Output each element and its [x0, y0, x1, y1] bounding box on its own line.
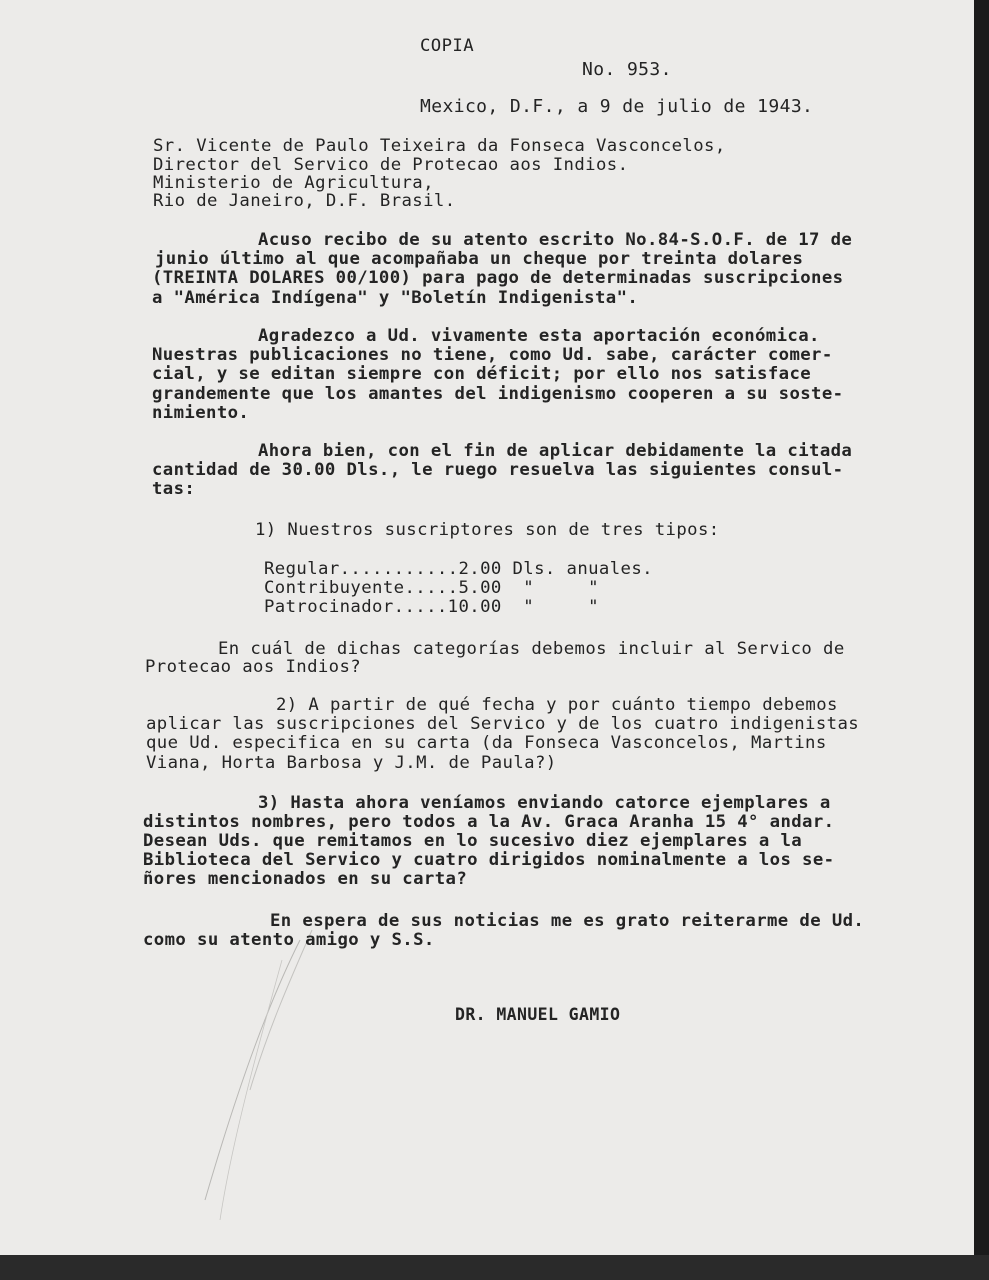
scan-border-bottom [0, 1255, 989, 1280]
body-line: junio último al que acompañaba un cheque por treinta dolares [155, 249, 804, 269]
copy-label: COPIA [420, 36, 475, 56]
body-line: 2) A partir de qué fecha y por cuánto tiempo debemos [276, 695, 838, 715]
signature: DR. MANUEL GAMIO [455, 1005, 621, 1024]
addressee-line: Director del Servico de Protecao aos Indios. [153, 155, 629, 175]
rate-line: Contribuyente.....5.00 " " [264, 578, 599, 598]
body-line: aplicar las suscripciones del Servico y de los cuatro indigenistas [146, 714, 860, 734]
body-line: Ahora bien, con el fin de aplicar debidamente la citada [258, 441, 853, 461]
body-line: cial, y se editan siempre con déficit; por ello nos satisface [152, 364, 812, 384]
body-line: Nuestras publicaciones no tiene, como Ud. sabe, carácter comer- [152, 345, 833, 365]
rate-line: Patrocinador.....10.00 " " [264, 597, 599, 617]
body-line: grandemente que los amantes del indigenismo cooperen a su soste- [152, 384, 844, 404]
body-line: a "América Indígena" y "Boletín Indigenista". [152, 288, 639, 308]
body-line: Biblioteca del Servico y cuatro dirigidos nominalmente a los se- [143, 850, 835, 870]
body-line: nimiento. [152, 403, 250, 423]
question-1-intro: 1) Nuestros suscriptores son de tres tipos: [255, 520, 720, 540]
body-line: ñores mencionados en su carta? [143, 869, 468, 889]
body-line: 3) Hasta ahora veníamos enviando catorce ejemplares a [258, 793, 831, 813]
body-line: Agradezco a Ud. vivamente esta aportación económica. [258, 326, 820, 346]
body-line: Acuso recibo de su atento escrito No.84-S.O.F. de 17 de [258, 230, 853, 250]
addressee-line: Ministerio de Agricultura, [153, 173, 434, 193]
rate-line: Regular...........2.00 Dls. anuales. [264, 559, 653, 579]
body-line: Viana, Horta Barbosa y J.M. de Paula?) [146, 753, 557, 773]
body-line: tas: [152, 479, 196, 499]
body-line: En cuál de dichas categorías debemos incluir al Servico de [218, 639, 845, 659]
body-line: (TREINTA DOLARES 00/100) para pago de determinadas suscripciones [152, 268, 844, 288]
closing-line: como su atento amigo y S.S. [143, 930, 435, 950]
scan-border-right [974, 0, 989, 1280]
body-line: Desean Uds. que remitamos en lo sucesivo diez ejemplares a la [143, 831, 803, 851]
body-line: que Ud. especifica en su carta (da Fonseca Vasconcelos, Martins [146, 733, 827, 753]
body-line: distintos nombres, pero todos a la Av. Graca Aranha 15 4° andar. [143, 812, 835, 832]
letter-date: Mexico, D.F., a 9 de julio de 1943. [420, 96, 814, 117]
addressee-line: Rio de Janeiro, D.F. Brasil. [153, 191, 456, 211]
body-line: cantidad de 30.00 Dls., le ruego resuelva las siguientes consul- [152, 460, 844, 480]
body-line: Protecao aos Indios? [145, 657, 362, 677]
closing-line: En espera de sus noticias me es grato reiterarme de Ud. [270, 911, 865, 931]
document-number: No. 953. [582, 59, 672, 80]
addressee-line: Sr. Vicente de Paulo Teixeira da Fonseca Vasconcelos, [153, 136, 726, 156]
